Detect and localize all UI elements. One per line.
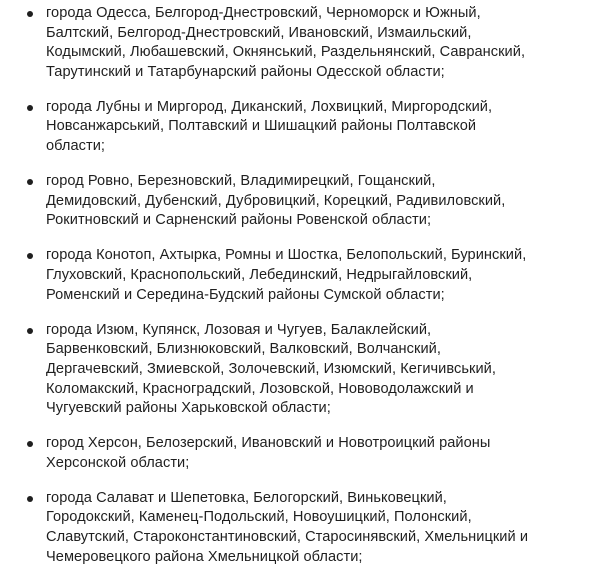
bullet-icon xyxy=(27,328,33,334)
list-item xyxy=(46,98,569,157)
bullet-icon xyxy=(27,11,33,17)
list-item xyxy=(46,321,569,419)
bullet-icon xyxy=(27,179,33,185)
bullet-icon xyxy=(27,496,33,502)
list-item xyxy=(46,434,569,473)
list-item xyxy=(46,489,569,567)
bullet-icon xyxy=(27,253,33,259)
list-item xyxy=(46,172,569,231)
bullet-icon xyxy=(27,105,33,111)
list-item-text: города Конотоп, Ахтырка, Ромны и Шостка, Белопольский, Буринский, Глуховский, Краснопольский, Лебединский, Недрыгайловский, Роменский и Середина-Будский районы Сумской области; xyxy=(46,247,527,303)
list-item-text: города Одесса, Белгород-Днестровский, Черноморск и Южный, Балтский, Белгород-Днестровский, Ивановский, Измаильский, Кодымский, Любашевский, Окнянський, Раздельнянский, Савранский, Тарутинский и Татарбунарский районы Одесской области; xyxy=(46,5,526,80)
bullet-icon xyxy=(27,441,33,447)
list-item-text: города Лубны и Миргород, Диканский, Лохвицкий, Миргородский, Новсанжарський, Полтавский и Шишацкий районы Полтавской области; xyxy=(46,98,493,155)
list-item-text: города Салават и Шепетовка, Белогорский, Виньковецкий, Городокский, Каменец-Подольский, Новоушицкий, Полонский, Славутский, Староконстантиновский, Старосинявский, Хмельницкий и Чемеровецкого района Хмельницкой области; xyxy=(46,489,529,565)
list-item xyxy=(46,246,569,305)
list-item xyxy=(46,4,569,82)
list-item-text: города Изюм, Купянск, Лозовая и Чугуев, Балаклейский, Барвенковский, Близнюковский, Валковский, Волчанский, Дергачевский, Змиевской, Золочевский, Изюмский, Кегичивський, Коломакский, Красноградский, Лозовской, Нововодолажский и Чугуевский районы Харьковской области; xyxy=(46,321,496,417)
list-item-text: город Херсон, Белозерский, Ивановский и Новотроицкий районы Херсонской области; xyxy=(46,435,491,471)
list-item-text: город Ровно, Березновский, Владимирецкий, Гощанский, Демидовский, Дубенский, Дубровицкий, Корецкий, Радивиловский, Рокитновский и Сарненский районы Ровенской области; xyxy=(46,173,506,229)
region-list xyxy=(0,4,569,567)
